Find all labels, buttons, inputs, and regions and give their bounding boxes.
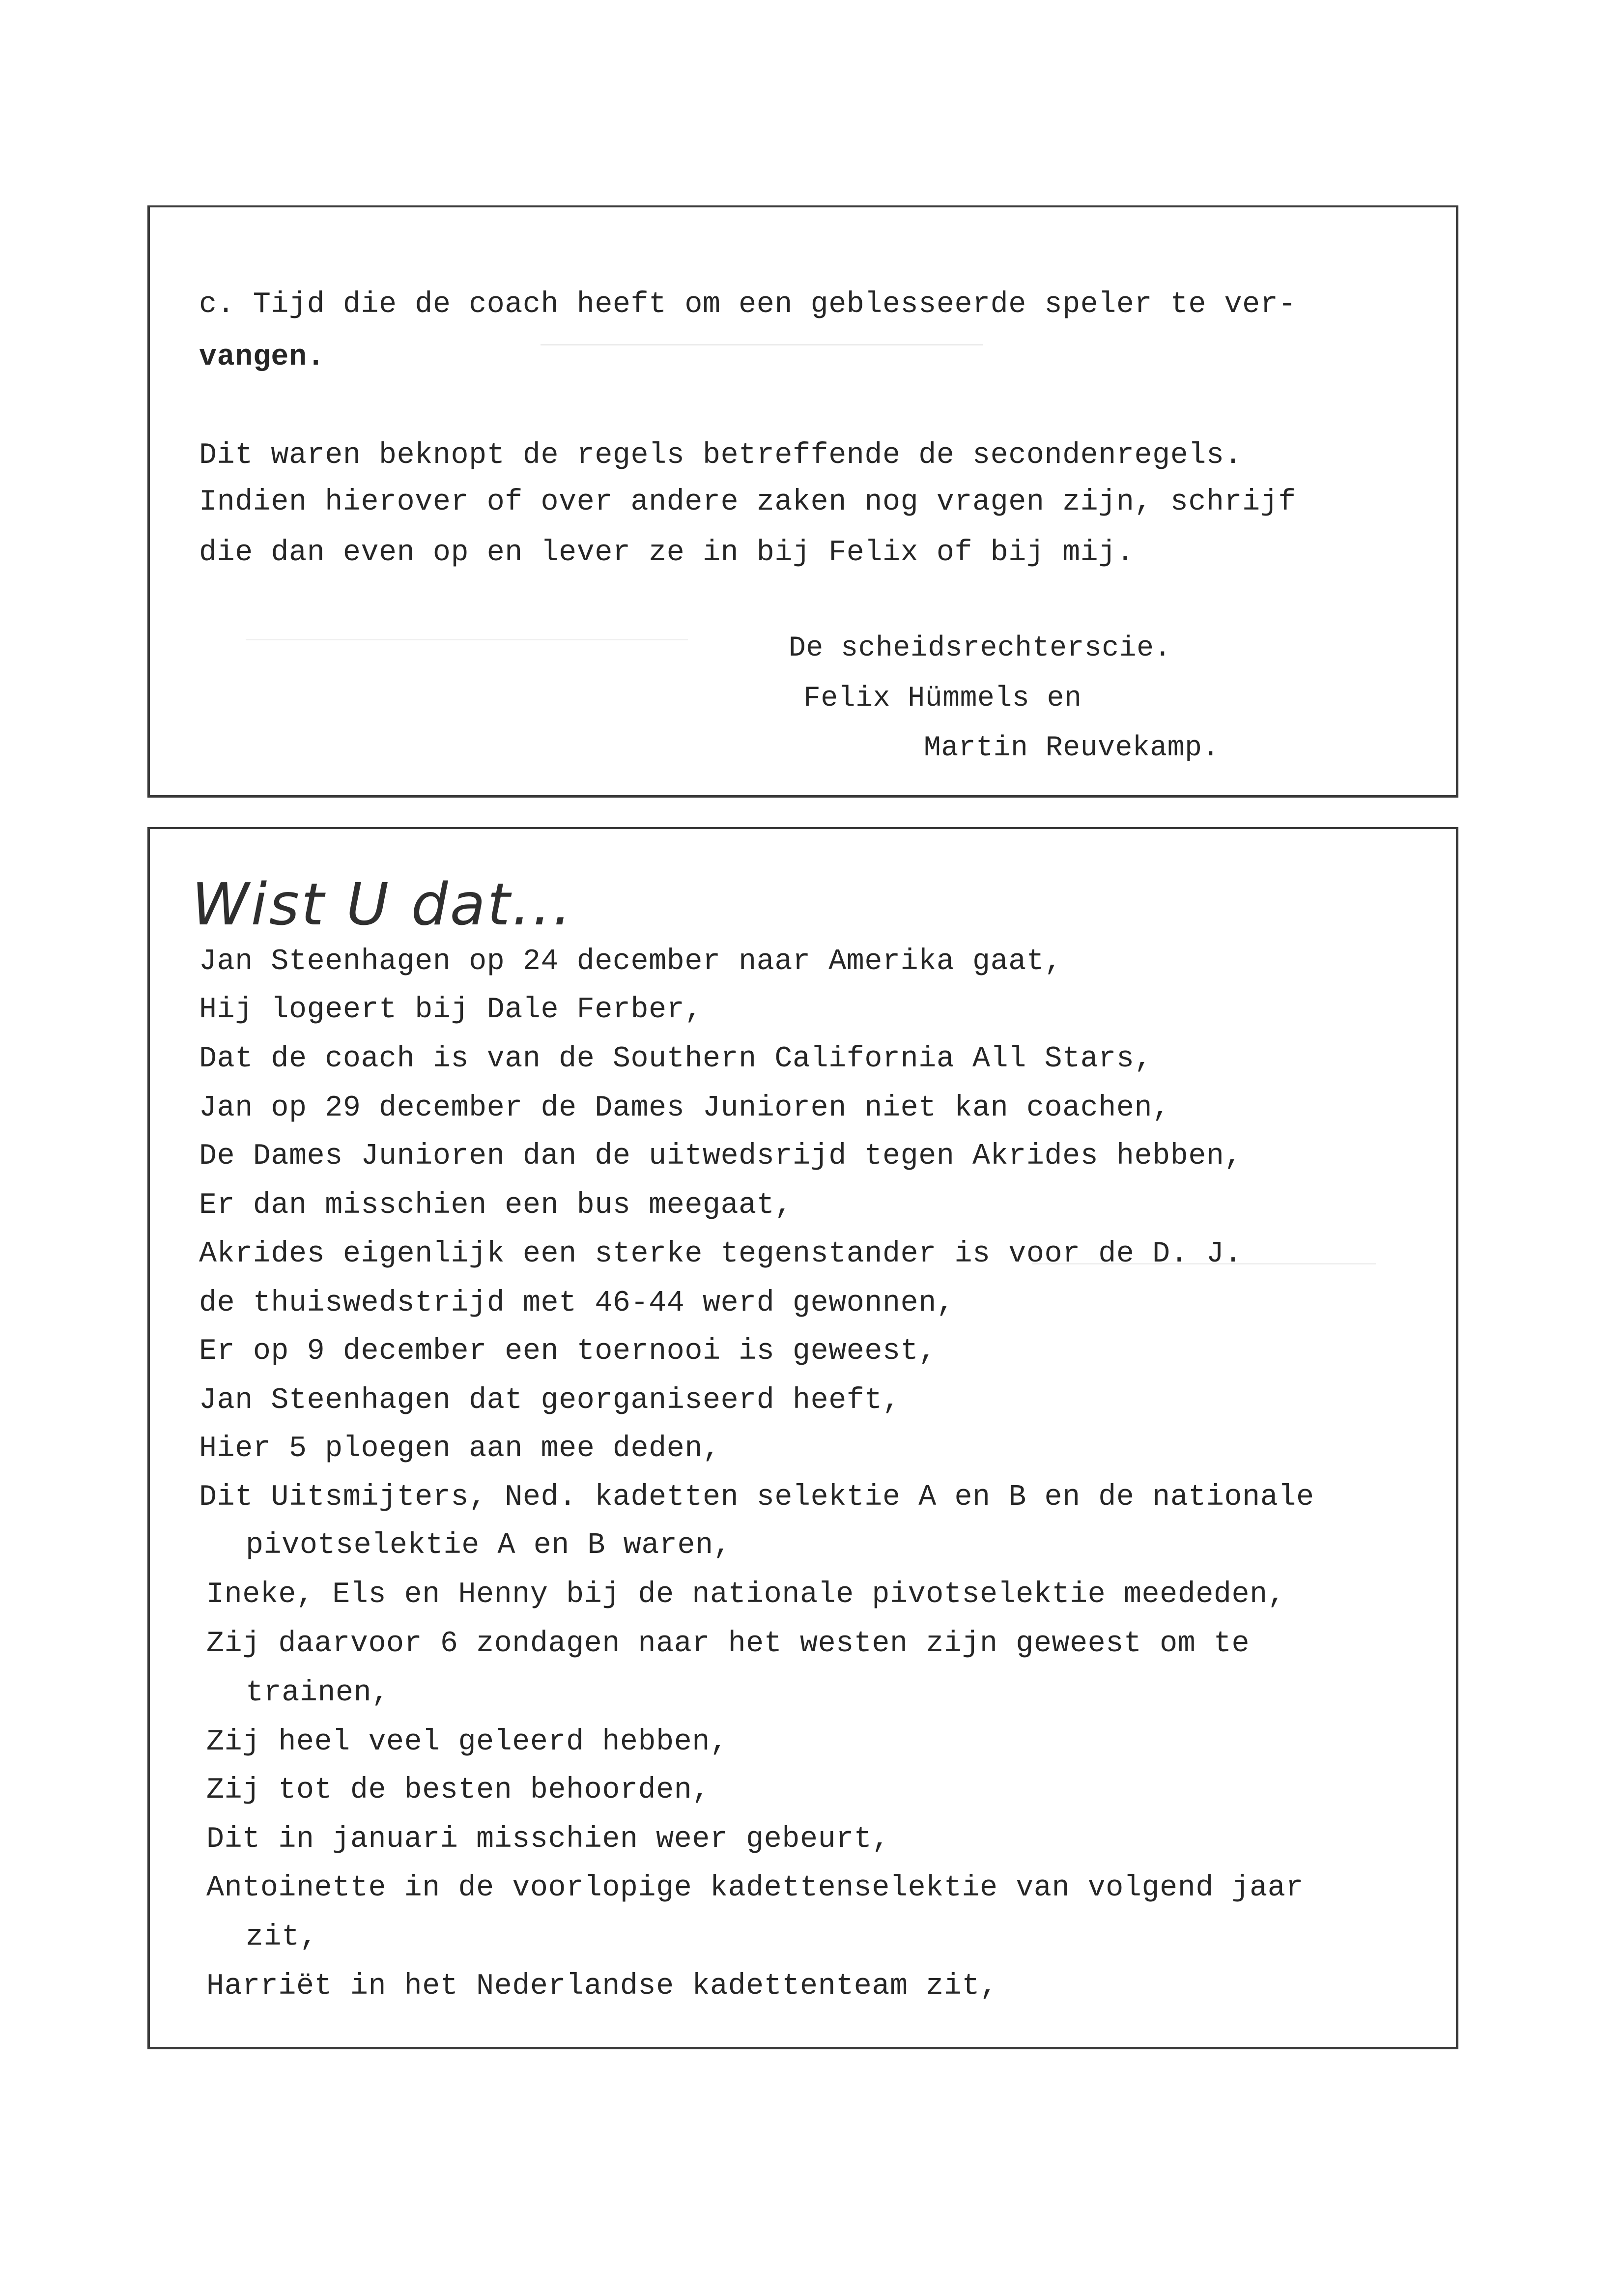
list-line: Ineke, Els en Henny bij de nationale pivotselektie meededen, <box>206 1578 1286 1611</box>
text-line: Indien hierover of over andere zaken nog vragen zijn, schrijf <box>199 486 1296 519</box>
signature-line: De scheidsrechterscie. <box>789 632 1171 664</box>
text-line: c. Tijd die de coach heeft om een geblesseerde speler te ver- <box>199 288 1296 321</box>
list-line: Dat de coach is van de Southern California All Stars, <box>199 1042 1153 1076</box>
list-line: Zij daarvoor 6 zondagen naar het westen zijn geweest om te <box>206 1627 1250 1661</box>
list-line: Harriët in het Nederlandse kadettenteam zit, <box>206 1970 998 2003</box>
text-line: Dit waren beknopt de regels betreffende de secondenregels. <box>199 439 1243 472</box>
list-line: Jan op 29 december de Dames Junioren niet kan coachen, <box>199 1091 1170 1125</box>
list-line: Er op 9 december een toernooi is geweest, <box>199 1335 937 1368</box>
text-line: vangen. <box>199 341 325 374</box>
list-line: Dit in januari misschien weer gebeurt, <box>206 1823 890 1856</box>
list-line: Antoinette in de voorlopige kadettenselektie van volgend jaar <box>206 1871 1304 1905</box>
list-line: Akrides eigenlijk een sterke tegenstander is voor de D. J. <box>199 1237 1243 1271</box>
list-line: de thuiswedstrijd met 46-44 werd gewonnen, <box>199 1287 955 1320</box>
list-line: Jan Steenhagen dat georganiseerd heeft, <box>199 1384 901 1417</box>
scan-artifact <box>1032 1263 1376 1264</box>
list-line: Dit Uitsmijters, Ned. kadetten selektie A en B en de nationale <box>199 1481 1314 1514</box>
scan-artifact <box>246 639 688 640</box>
text-line: die dan even op en lever ze in bij Felix of bij mij. <box>199 536 1135 570</box>
list-line: De Dames Junioren dan de uitwedsrijd tegen Akrides hebben, <box>199 1140 1243 1173</box>
list-line: Er dan misschien een bus meegaat, <box>199 1189 793 1222</box>
signature-line: Felix Hümmels en <box>803 683 1082 715</box>
list-line: Hij logeert bij Dale Ferber, <box>199 993 703 1027</box>
list-line-continuation: trainen, <box>246 1676 390 1710</box>
list-line: Jan Steenhagen op 24 december naar Amerika gaat, <box>199 945 1063 978</box>
list-line: Zij tot de besten behoorden, <box>206 1774 710 1807</box>
list-line: Hier 5 ploegen aan mee deden, <box>199 1432 721 1465</box>
scan-artifact <box>541 344 983 345</box>
signature-line: Martin Reuvekamp. <box>924 732 1220 764</box>
list-line: Zij heel veel geleerd hebben, <box>206 1725 728 1759</box>
list-line-continuation: zit, <box>246 1921 318 1954</box>
list-line-continuation: pivotselektie A en B waren, <box>246 1529 732 1562</box>
section-heading: Wist U dat... <box>192 870 573 938</box>
